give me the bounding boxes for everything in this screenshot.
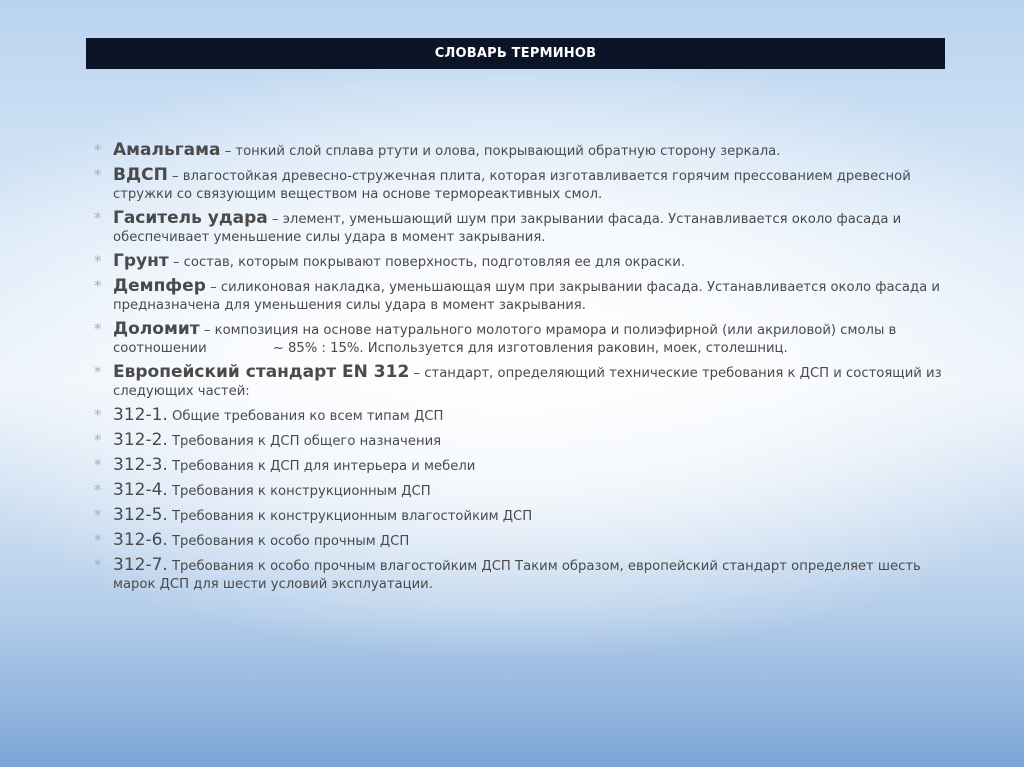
term-word: ВДСП xyxy=(113,165,168,185)
part-code: 312-5. xyxy=(113,505,168,525)
part-text: Требования к особо прочным влагостойким ДСП Таким образом, европейский стандарт определяет шесть марок ДСП для шести условий эксплуатации. xyxy=(113,559,921,592)
term-definition: – элемент, уменьшающий шум при закрывании фасада. Устанавливается около фасада и обеспечивает уменьшение силы удара в момент закрывания. xyxy=(113,212,902,245)
term-definition: – силиконовая накладка, уменьшающая шум при закрывании фасада. Устанавливается около фасада и предназначена для уменьшения силы удара в момент закрывания. xyxy=(113,280,940,313)
standard-part-312-2 xyxy=(94,431,954,451)
standard-part-312-1 xyxy=(94,406,954,426)
slide-title-bar xyxy=(86,38,945,69)
glossary-item-amalgam xyxy=(94,141,954,161)
term-definition: – тонкий слой сплава ртути и олова, покрывающий обратную сторону зеркала. xyxy=(220,144,781,159)
glossary-item-shock-absorber xyxy=(94,209,954,247)
part-text: Требования к особо прочным ДСП xyxy=(167,534,410,549)
part-text: Требования к конструкционным влагостойким ДСП xyxy=(167,509,533,524)
part-code: 312-6. xyxy=(113,530,168,550)
bullet-icon: * xyxy=(94,456,102,474)
standard-part-312-7 xyxy=(94,556,954,594)
term-definition: – композиция на основе натурального молотого мрамора и полиэфирной (или акриловой) смолы в соотношении xyxy=(113,323,897,356)
slide-title: СЛОВАРЬ ТЕРМИНОВ xyxy=(434,46,597,61)
bullet-icon: * xyxy=(94,320,102,338)
term-definition: – влагостойкая древесно-стружечная плита, которая изготавливается горячим прессованием древесной стружки со связующим веществом на основе термореактивных смол. xyxy=(113,169,911,202)
term-word: Грунт xyxy=(113,251,169,271)
bullet-icon: * xyxy=(94,166,102,184)
term-definition: – состав, которым покрывают поверхность, подготовляя ее для окраски. xyxy=(168,255,686,270)
standard-part-312-5 xyxy=(94,506,954,526)
part-code: 312-3. xyxy=(113,455,168,475)
glossary-list xyxy=(94,141,954,599)
part-code: 312-7. xyxy=(113,555,168,575)
bullet-icon: * xyxy=(94,277,102,295)
bullet-icon: * xyxy=(94,209,102,227)
bullet-icon: * xyxy=(94,481,102,499)
glossary-item-damper xyxy=(94,277,954,315)
term-word: Амальгама xyxy=(113,140,221,160)
bullet-icon: * xyxy=(94,252,102,270)
part-code: 312-4. xyxy=(113,480,168,500)
term-definition-tail: ~ 85% : 15%. Используется для изготовления раковин, моек, столешниц. xyxy=(272,341,788,356)
glossary-item-vdsp xyxy=(94,166,954,204)
bullet-icon: * xyxy=(94,363,102,381)
term-word: Демпфер xyxy=(113,276,206,296)
term-word: Гаситель удара xyxy=(113,208,268,228)
glossary-item-dolomite xyxy=(94,320,954,358)
bullet-icon: * xyxy=(94,406,102,424)
term-definition: – стандарт, определяющий технические требования к ДСП и состоящий из следующих частей: xyxy=(113,366,942,399)
part-text: Требования к ДСП для интерьера и мебели xyxy=(167,459,476,474)
bullet-icon: * xyxy=(94,141,102,159)
bullet-icon: * xyxy=(94,556,102,574)
glossary-item-primer xyxy=(94,252,954,272)
part-code: 312-2. xyxy=(113,430,168,450)
part-text: Требования к конструкционным ДСП xyxy=(167,484,431,499)
part-code: 312-1. xyxy=(113,405,168,425)
bullet-icon: * xyxy=(94,531,102,549)
bullet-icon: * xyxy=(94,431,102,449)
part-text: Общие требования ко всем типам ДСП xyxy=(167,409,444,424)
standard-part-312-3 xyxy=(94,456,954,476)
standard-part-312-4 xyxy=(94,481,954,501)
bullet-icon: * xyxy=(94,506,102,524)
part-text: Требования к ДСП общего назначения xyxy=(167,434,442,449)
term-word: Доломит xyxy=(113,319,200,339)
standard-part-312-6 xyxy=(94,531,954,551)
glossary-item-en312 xyxy=(94,363,954,401)
term-word: Европейский стандарт EN 312 xyxy=(113,362,410,382)
